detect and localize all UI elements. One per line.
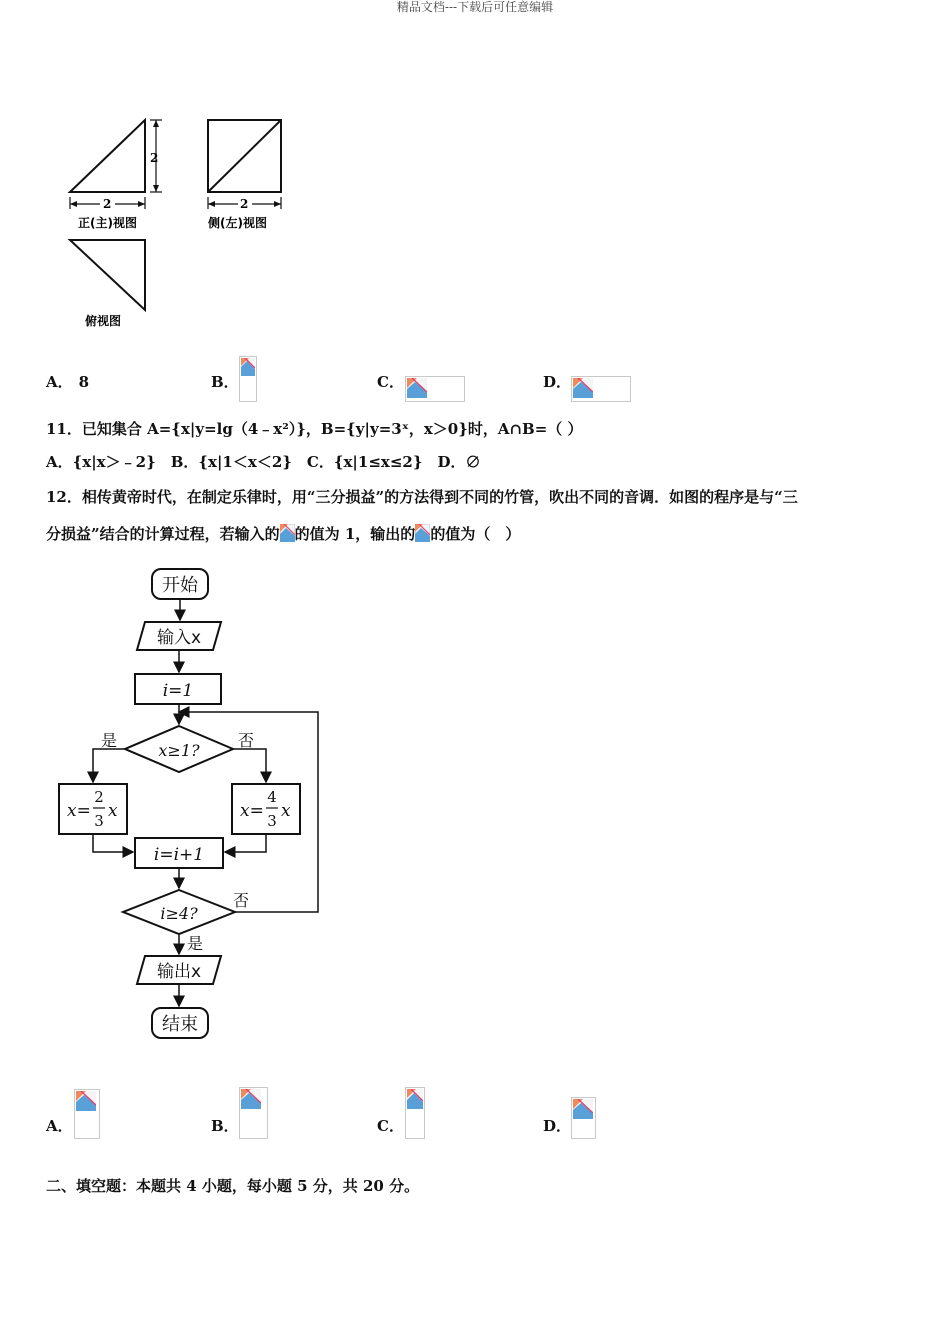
top-view-caption: 俯视图 [85,314,122,328]
q10-option-a [46,372,89,392]
height-dimension-label: 2 [150,151,159,165]
broken-image-icon [571,376,631,402]
flow-right-var: x [281,801,291,821]
q12-option-b-letter: B． [211,1117,239,1135]
flow-left-denominator: 3 [94,812,104,830]
broken-image-icon [405,376,465,402]
side-view-caption: 侧(左)视图 [208,216,267,230]
q12-stem-line2 [46,524,520,544]
flow-left-lhs: x= [67,801,91,821]
flow-start-label: 开始 [162,575,198,596]
q12-text-part: 的值为（ ） [430,525,521,543]
side-dimension-label: 2 [240,197,249,211]
flow-left-numerator: 2 [94,788,104,806]
broken-image-icon [74,1089,100,1139]
q10-option-c-letter: C． [377,373,404,391]
q12-text-part: 的值为 1，输出的 [294,525,416,543]
flowchart [55,562,335,1042]
flow-no-1: 否 [238,731,255,750]
broken-image-icon [280,524,295,542]
q12-text-part: 分损益”结合的计算过程，若输入的 [46,525,280,543]
flow-right-denominator: 3 [267,812,277,830]
broken-image-icon [405,1087,425,1139]
flow-input-label: 输入x [156,628,202,648]
q10-option-b-letter: B． [211,373,239,391]
page-header: 精品文档---下载后可任意编辑 [396,0,554,14]
q12-option-c-letter: C． [377,1117,404,1135]
option-a-value: 8 [78,373,90,391]
broken-image-icon [415,524,430,542]
three-view-figure [60,112,300,337]
flow-left-var: x [108,801,118,821]
front-view-caption: 正(主)视图 [78,216,137,230]
flow-end-label: 结束 [162,1014,198,1035]
flow-decision-1-label: x≥1? [158,741,200,760]
q12-stem-line1: 12．相传黄帝时代，在制定乐律时，用“三分损益”的方法得到不同的竹管，吹出不同的音调．如图的程序是与“三 [46,488,798,506]
broken-image-icon [239,356,257,402]
q12-option-d-letter: D． [543,1117,572,1135]
q11-options: A．{x|x＞﹣2} B．{x|1＜x＜2} C．{x|1≤x≤2} D．∅ [46,453,481,471]
width-dimension-label: 2 [103,197,112,211]
flow-increment-label: i=i+1 [153,845,205,865]
flow-yes-2: 是 [187,934,204,953]
flow-no-2: 否 [233,891,250,910]
top-view-triangle [70,240,145,310]
flow-init-label: i=1 [162,681,194,701]
broken-image-icon [239,1087,268,1139]
section-heading: 二、填空题：本题共 4 小题，每小题 5 分，共 20 分。 [46,1177,420,1195]
broken-image-icon [571,1097,596,1139]
flow-right-numerator: 4 [267,788,277,806]
q10-option-d-letter: D． [543,373,572,391]
q11-stem: 11．已知集合 A={x|y=lg（4﹣x²）}，B={y|y=3ˣ，x＞0}时，A∩B=（ ） [46,420,583,438]
flow-decision-2-label: i≥4? [160,904,198,923]
option-a-letter: A． [46,373,73,391]
front-view-triangle [70,120,145,192]
q12-option-a-letter: A． [46,1117,73,1135]
flow-yes-1: 是 [101,731,118,750]
flow-right-lhs: x= [240,801,264,821]
flow-output-label: 输出x [156,962,202,982]
